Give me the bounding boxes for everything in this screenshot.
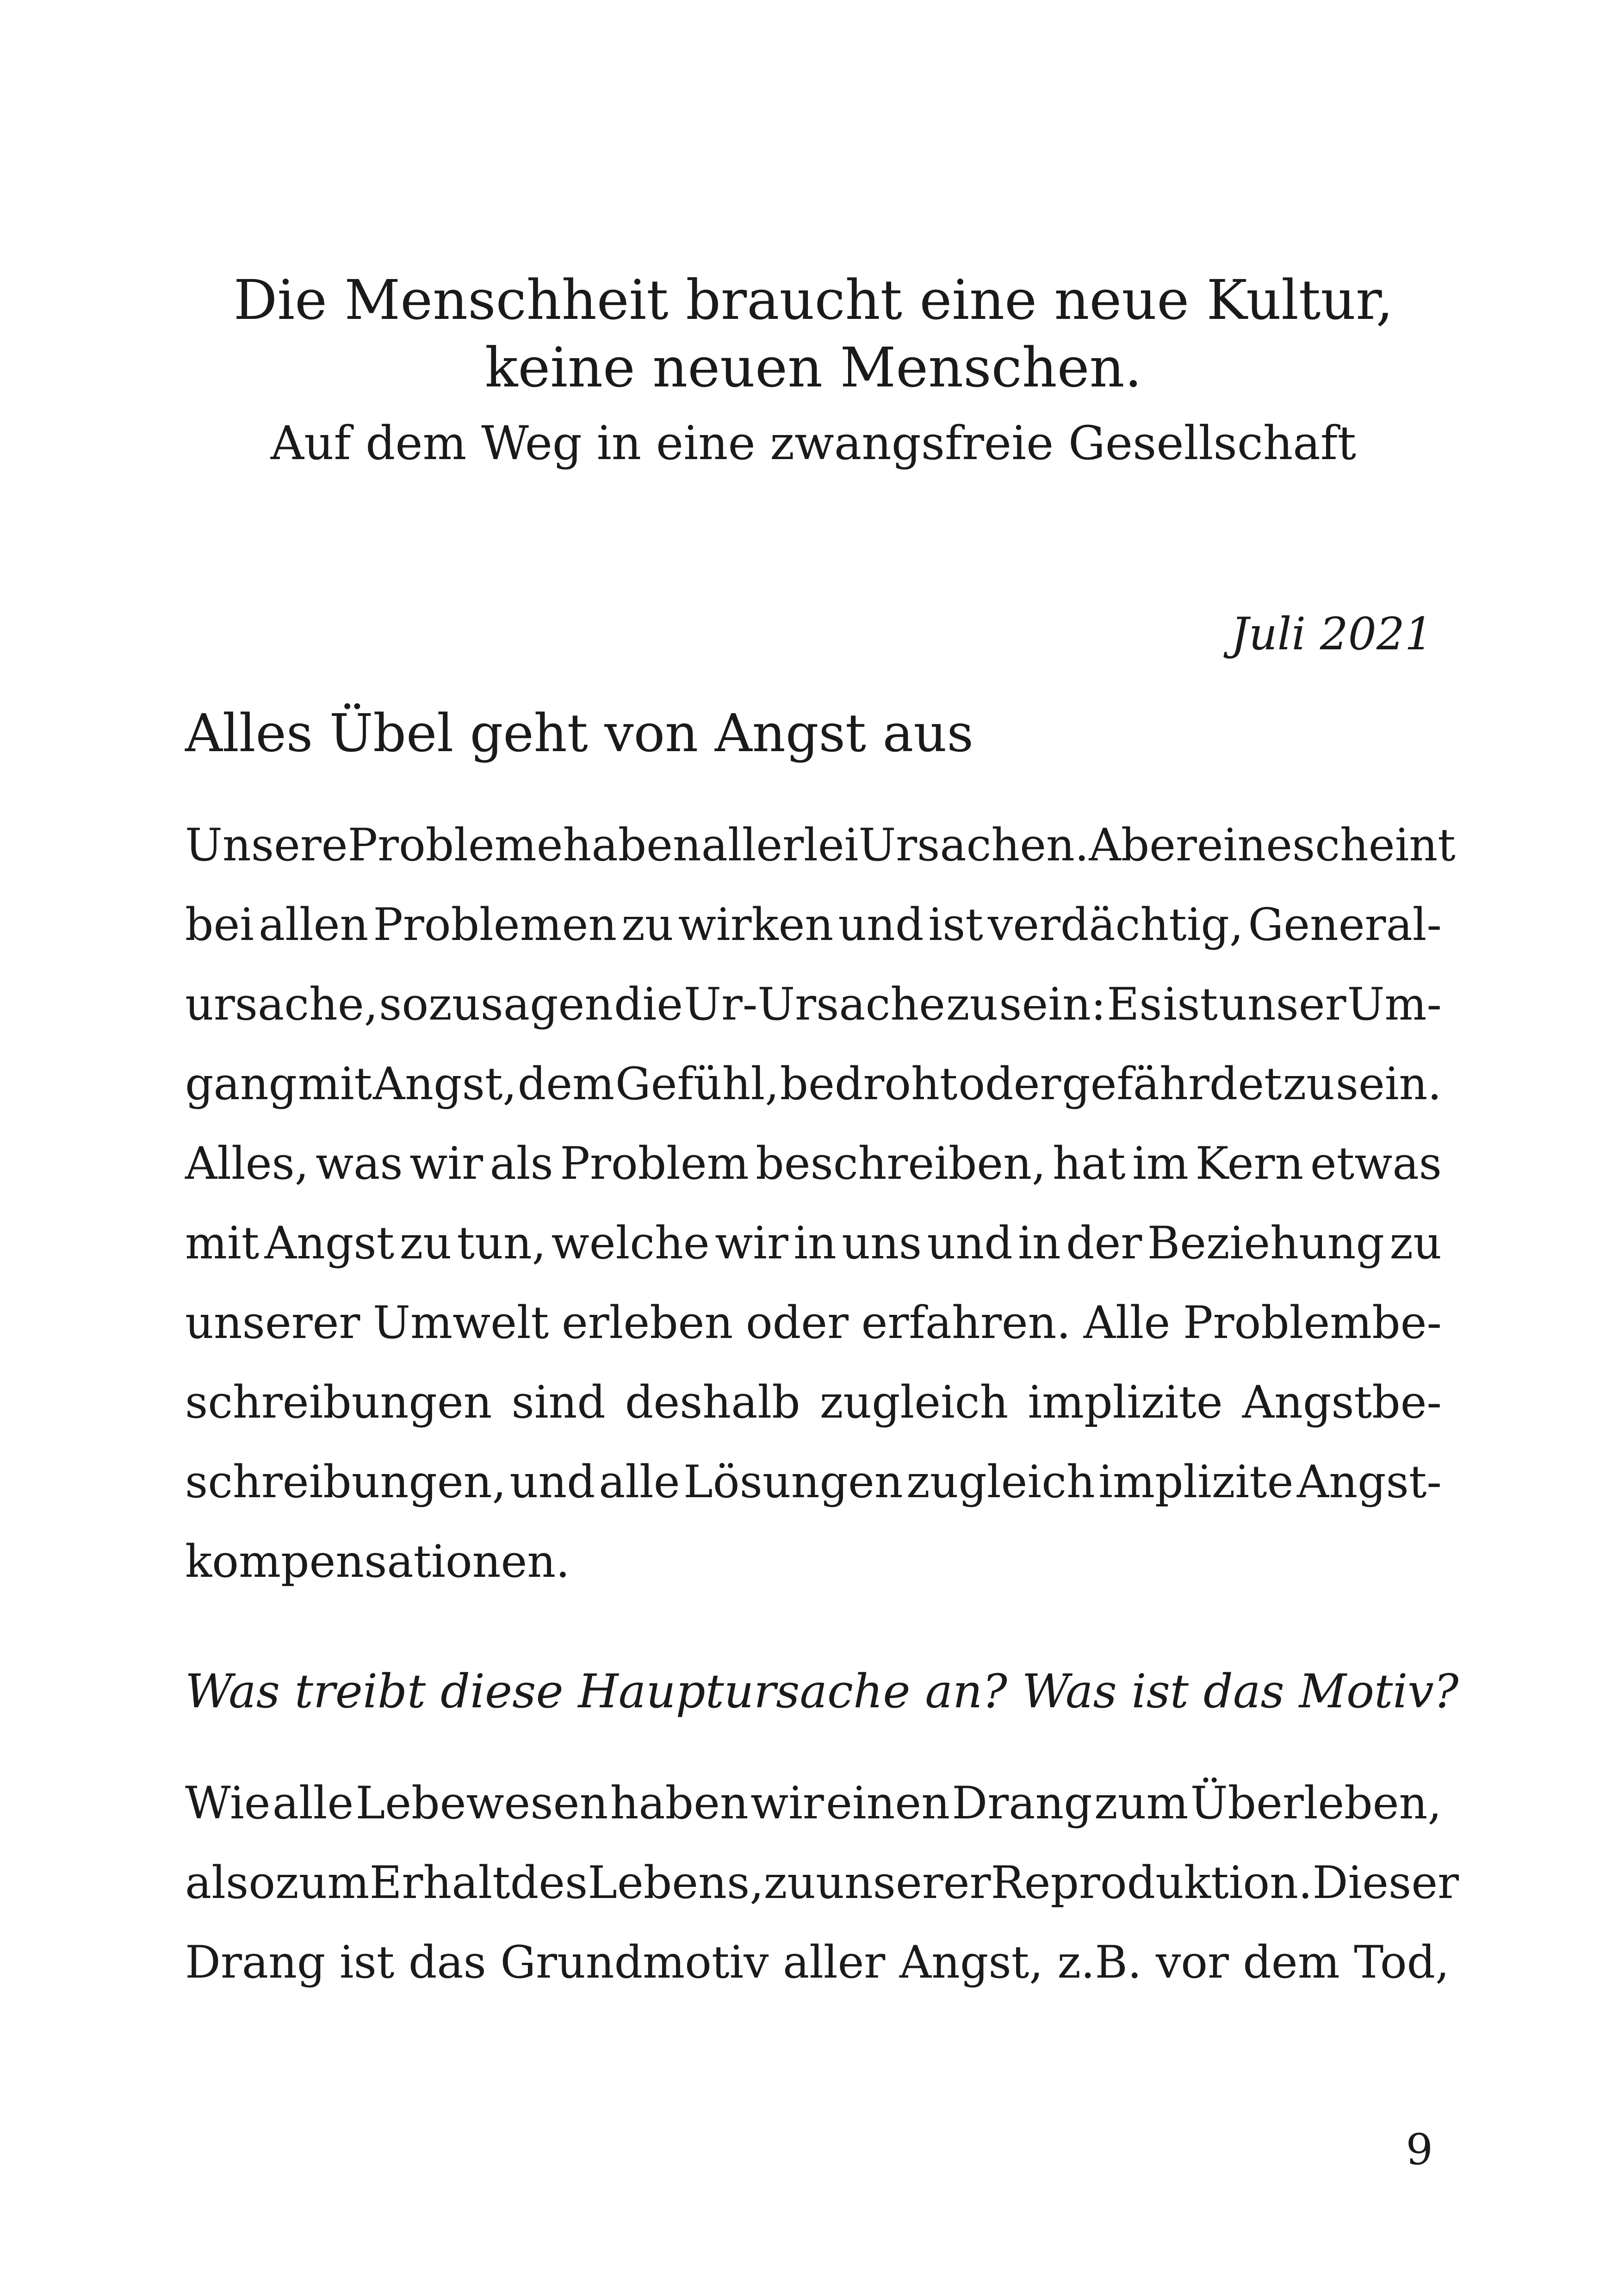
word: alle: [599, 1456, 680, 1508]
word: des: [510, 1857, 588, 1909]
page-title: [185, 266, 1442, 401]
word: sind: [511, 1376, 606, 1428]
word: der: [1066, 1217, 1142, 1269]
word: tun,: [457, 1217, 546, 1269]
word: Angst-: [1297, 1456, 1442, 1508]
word: ist: [1163, 978, 1218, 1030]
word: Unsere: [185, 819, 348, 871]
word: uns: [842, 1217, 922, 1269]
word: scheint: [1292, 819, 1456, 871]
word: hat: [1053, 1138, 1126, 1189]
word: Dieser: [1312, 1857, 1459, 1909]
word: dem: [517, 1058, 615, 1110]
word: mit: [298, 1058, 372, 1110]
word: schreibungen,: [185, 1456, 506, 1508]
word: Aber: [1089, 819, 1197, 871]
word: die: [614, 978, 683, 1030]
text-line-content: Drang ist das Grundmotiv aller Angst, z.B. vor dem Tod,: [185, 1936, 1450, 1988]
word: Es: [1107, 978, 1162, 1030]
word: schreibungen: [185, 1376, 492, 1428]
text-line: [185, 1522, 1442, 1601]
section-heading: Alles Übel geht von Angst aus: [185, 703, 974, 764]
word: Umwelt: [373, 1297, 549, 1349]
text-line: [185, 1044, 1442, 1124]
word: Lösungen: [683, 1456, 903, 1508]
word: Angst: [264, 1217, 395, 1269]
word: zum: [275, 1857, 370, 1909]
question-heading: Was treibt diese Hauptursache an? Was ist das Motiv?: [185, 1664, 1459, 1718]
word: ist: [928, 899, 983, 951]
word: Reproduktion.: [991, 1857, 1313, 1909]
word: zu: [946, 978, 998, 1030]
paragraph-1: [185, 805, 1456, 1601]
word: unserer: [816, 1857, 991, 1909]
word: zu: [763, 1857, 816, 1909]
word: implizite: [1028, 1376, 1223, 1428]
word: zugleich: [819, 1376, 1009, 1428]
paragraph-2: [185, 1763, 1459, 2002]
word: Ursachen.: [858, 819, 1089, 871]
text-line: [185, 1203, 1442, 1283]
word: wir: [750, 1777, 824, 1829]
word: als: [490, 1138, 553, 1189]
word: zum: [1094, 1777, 1189, 1829]
word: unser: [1218, 978, 1346, 1030]
word: Problem: [560, 1138, 749, 1189]
title-line-2: keine neuen Menschen.: [484, 336, 1142, 399]
word: eine: [1196, 819, 1293, 871]
word: Alle: [1083, 1297, 1171, 1349]
text-line: [185, 805, 1456, 885]
word: oder: [958, 1058, 1061, 1110]
word: Ur-Ursache: [684, 978, 945, 1030]
word: etwas: [1310, 1138, 1442, 1189]
word: in: [1018, 1217, 1061, 1269]
word: zu: [399, 1217, 452, 1269]
word: Problemen: [373, 899, 617, 951]
word: einen: [826, 1777, 950, 1829]
word: was: [315, 1138, 403, 1189]
word: wirken: [678, 899, 834, 951]
word: Probleme: [347, 819, 563, 871]
text-line: [185, 1283, 1442, 1363]
word: Erhalt: [369, 1857, 510, 1909]
word: deshalb: [625, 1376, 800, 1428]
word: und: [509, 1456, 595, 1508]
word: Überleben,: [1190, 1777, 1442, 1829]
word: zu: [1283, 1058, 1335, 1110]
word: Angst,: [372, 1058, 517, 1110]
word: oder: [746, 1297, 849, 1349]
word: ursache,: [185, 978, 378, 1030]
word: sein.: [1335, 1058, 1442, 1110]
word: alle: [272, 1777, 354, 1829]
page-number: 9: [1406, 2125, 1433, 2174]
word: gang: [185, 1058, 297, 1110]
word: also: [185, 1857, 275, 1909]
word: bedroht: [780, 1058, 958, 1110]
text-line: [185, 1363, 1442, 1442]
word: und: [927, 1217, 1013, 1269]
word: Wie: [185, 1777, 271, 1829]
word: sein:: [999, 978, 1106, 1030]
date: Juli 2021: [1231, 608, 1433, 660]
word: bei: [185, 899, 254, 951]
word: Lebewesen: [355, 1777, 608, 1829]
word: wir: [409, 1138, 483, 1189]
text-line: [185, 1763, 1442, 1843]
word: wir: [715, 1217, 788, 1269]
word: unserer: [185, 1297, 360, 1349]
word: Drang: [952, 1777, 1092, 1829]
word: Beziehung: [1147, 1217, 1385, 1269]
word: Gefühl,: [615, 1058, 779, 1110]
text-line: [185, 885, 1442, 964]
word: erleben: [561, 1297, 733, 1349]
title-block: [185, 266, 1442, 473]
word: implizite: [1098, 1456, 1294, 1508]
text-line: [185, 1923, 1450, 2002]
word: Alles,: [185, 1138, 309, 1189]
word: zu: [1389, 1217, 1442, 1269]
word: Um-: [1347, 978, 1442, 1030]
word: haben: [563, 819, 701, 871]
text-line: [185, 1124, 1442, 1203]
text-line: [185, 1442, 1442, 1522]
word: mit: [185, 1217, 260, 1269]
word: zugleich: [906, 1456, 1095, 1508]
word: allerlei: [701, 819, 859, 871]
text-line: [185, 964, 1442, 1044]
word: zu: [621, 899, 674, 951]
word: General-: [1248, 899, 1442, 951]
word: allen: [259, 899, 369, 951]
word: erfahren.: [861, 1297, 1071, 1349]
word: Angstbe-: [1242, 1376, 1442, 1428]
subtitle: Auf dem Weg in eine zwangsfreie Gesellschaft: [270, 416, 1357, 470]
word: und: [838, 899, 924, 951]
word: Kern: [1195, 1138, 1304, 1189]
text-line-content: kompensationen.: [185, 1536, 570, 1587]
word: Lebens,: [588, 1857, 764, 1909]
word: welche: [551, 1217, 710, 1269]
word: gefährdet: [1062, 1058, 1282, 1110]
title-line-1: Die Menschheit braucht eine neue Kultur,: [233, 268, 1394, 332]
word: beschreiben,: [756, 1138, 1046, 1189]
word: verdächtig,: [988, 899, 1244, 951]
word: Problembe-: [1183, 1297, 1442, 1349]
word: im: [1132, 1138, 1189, 1189]
text-line: [185, 1843, 1459, 1923]
word: in: [794, 1217, 837, 1269]
word: sozusagen: [379, 978, 614, 1030]
word: haben: [610, 1777, 749, 1829]
